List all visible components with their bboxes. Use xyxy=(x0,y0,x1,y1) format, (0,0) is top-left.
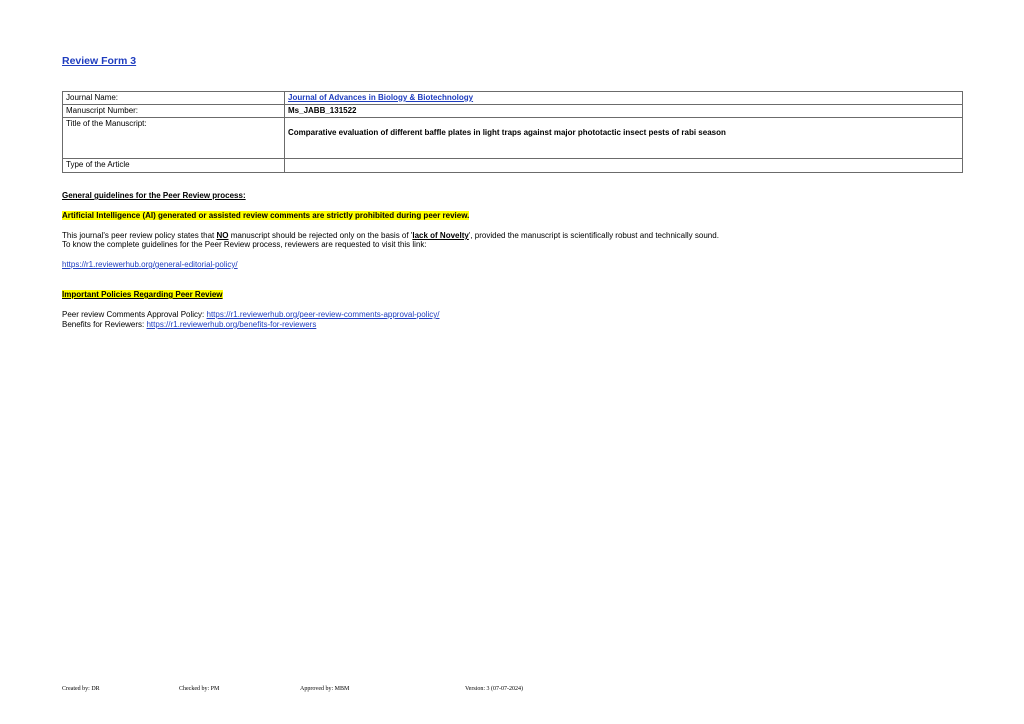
policy-novelty-emphasis: lack of Novelty xyxy=(412,231,469,240)
journal-name-link[interactable]: Journal of Advances in Biology & Biotechnology xyxy=(288,93,474,102)
policies-heading xyxy=(62,290,223,300)
guidelines-link-line xyxy=(62,260,238,270)
table-row xyxy=(63,159,963,173)
form-title: Review Form 3 xyxy=(62,55,137,67)
ai-notice xyxy=(62,211,469,221)
article-type-label: Type of the Article xyxy=(63,159,285,173)
footer-approved-by: Approved by: MBM xyxy=(300,686,350,692)
table-row xyxy=(63,105,963,118)
footer-created-by: Created by: DR xyxy=(62,686,100,692)
policy-text: ', provided the manuscript is scientifically robust and technically sound. xyxy=(468,231,719,240)
guidelines-heading: General guidelines for the Peer Review process: xyxy=(62,191,246,200)
footer-checked-by: Checked by: PM xyxy=(179,686,220,692)
footer-version: Version: 3 (07-07-2024) xyxy=(465,686,523,692)
manuscript-title-value: Comparative evaluation of different baffle plates in light traps against major phototactic insect pests of rabi season xyxy=(285,118,963,159)
policies-heading-text: Important Policies Regarding Peer Review xyxy=(62,290,223,299)
manuscript-title-label: Title of the Manuscript: xyxy=(63,118,285,159)
approval-policy-link[interactable]: https://r1.reviewerhub.org/peer-review-comments-approval-policy/ xyxy=(206,310,440,319)
benefits-link[interactable]: https://r1.reviewerhub.org/benefits-for-reviewers xyxy=(146,320,317,329)
policy-no-emphasis: NO xyxy=(216,231,229,240)
policy-text: This journal's peer review policy states that xyxy=(62,231,217,240)
table-row xyxy=(63,92,963,105)
guidelines-link[interactable]: https://r1.reviewerhub.org/general-editorial-policy/ xyxy=(62,260,238,269)
approval-policy-label: Peer review Comments Approval Policy: xyxy=(62,310,207,319)
article-type-value xyxy=(285,159,963,173)
know-guidelines-text: To know the complete guidelines for the Peer Review process, reviewers are requested to visit this link: xyxy=(62,240,427,249)
policy-text: manuscript should be rejected only on the basis of ' xyxy=(228,231,413,240)
manuscript-number-value: Ms_JABB_131522 xyxy=(285,105,963,118)
approval-policy-line xyxy=(62,310,439,320)
manuscript-number-label: Manuscript Number: xyxy=(63,105,285,118)
benefits-label: Benefits for Reviewers: xyxy=(62,320,147,329)
benefits-line xyxy=(62,320,316,330)
table-row xyxy=(63,118,963,159)
manuscript-info-table xyxy=(62,91,963,173)
journal-name-label: Journal Name: xyxy=(63,92,285,105)
ai-notice-text: Artificial Intelligence (AI) generated or assisted review comments are strictly prohibited during peer review. xyxy=(62,211,470,220)
